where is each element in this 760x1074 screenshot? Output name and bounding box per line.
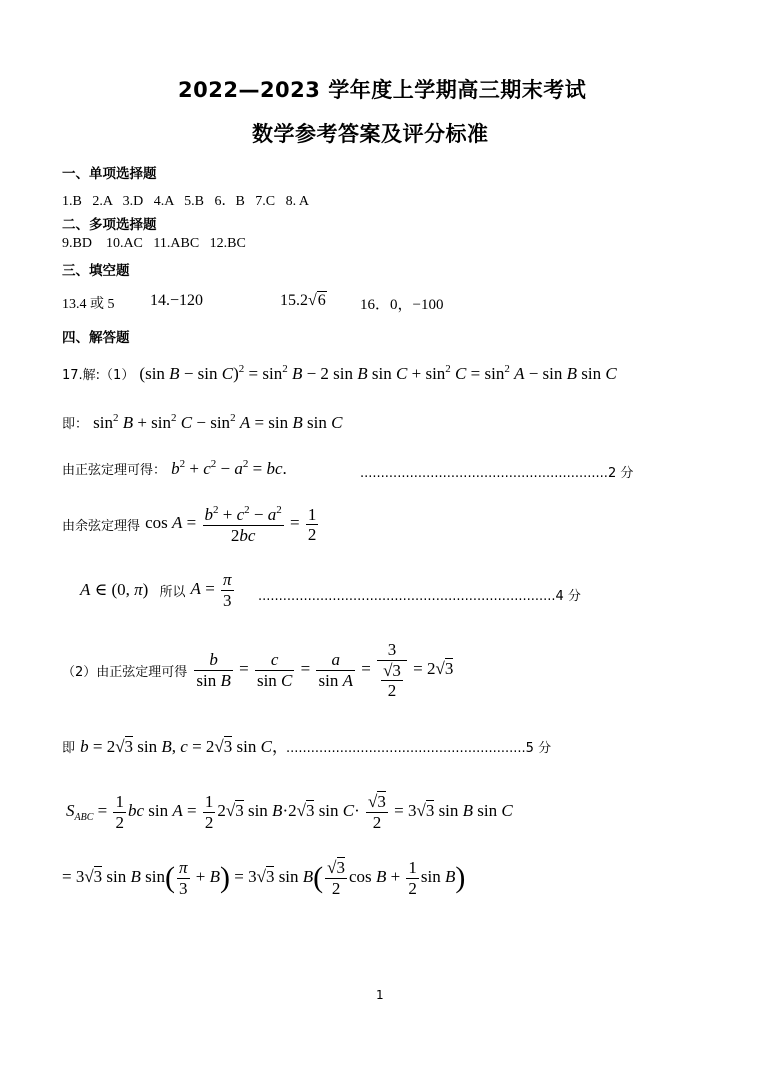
sqrt-symbol: √6 [308,292,326,309]
part2-label: （2）由正弦定理可得 [62,664,188,680]
q17-line7 [62,732,289,757]
q17-equation8: $S_{ABC}$ = $\frac{1}{2}$ bc sin A = $\frac{1}{2}$ 2√3 sin B·2√3 sin C· $\frac{√3}{2}$ = 3√3 sin B sin C [66,792,513,832]
angle-range: A ∈ (0, π) [80,580,149,600]
line3-label: 由正弦定理可得： [62,463,167,478]
score-2: ............................................................2 分 [360,466,634,481]
q17-line5 [80,570,236,610]
q17-line1 [62,363,617,384]
q17-equation7: b = 2√3 sin B, c = 2√3 sin C， [80,737,289,756]
line4-label: 由余弦定理得 [62,519,141,535]
exam-title: 2022—2023 学年度上学期高三期末考试 [178,78,587,102]
fill-answer-15-text: 15.2 [280,292,308,309]
q17-line6 [62,640,453,701]
section-heading-fill-in: 三、填空题 [62,263,130,279]
fill-answer-16: 16．0，−100 [360,297,444,313]
q17-line3 [62,458,287,479]
q17-line9 [62,858,465,898]
section-heading-multi-choice: 二、多项选择题 [62,217,157,233]
q17-line8 [66,792,513,832]
q17-equation2: $\sin^2 B + \sin^2 C - \sin^2 A = \sin B$ sin C [93,412,343,432]
score-4: ........................................................................4 分 [258,589,581,604]
q17-line4 [62,504,320,545]
line5-label: 所以 [159,584,186,600]
root3-over-2-c: $\frac{√3}{2}$ [327,858,346,898]
fill-answer-15 [280,292,327,310]
fill-answer-13: 13.4 或 5 [62,297,115,312]
q17-equation9: = 3√3 sin B sin( $\frac{\pi}{3}$ + B) = 3√3 sin B( $\frac{√3}{2}$ cos B + $\frac{1}{2}$ sin B) [62,858,466,898]
angle-result: A = $\frac{\pi}{3}$ [190,570,232,610]
a-over-sinA: $\frac{a}{\text{sin A}}$ [318,650,353,690]
b-over-sinB: $\frac{b}{\text{sin B}}$ [196,650,231,690]
q17-label: 17.解:（1） [62,368,135,383]
c-over-sinC: $\frac{c}{\text{sin C}}$ [256,650,293,690]
root3-over-2: $\frac{√3}{2}$ [383,660,401,701]
fill-answer-14-text: 14.−120 [150,292,204,309]
multi-choice-answers: 9.BD 10.AC 11.ABC 12.BC [62,236,246,251]
single-choice-answers: 1.B 2.A 3.D 4.A 5.B 6．B 7.C 8. A [62,194,309,209]
line7-label: 即 [62,741,76,756]
fill-answer-14 [150,292,203,310]
root3-over-2-b: $\frac{√3}{2}$ [368,792,386,832]
score-5: ..........................................................5 分 [286,741,552,756]
cos-fraction: $\frac{b^2 + c^2 - a^2}{2bc}$ [204,504,282,545]
answer-key-title: 数学参考答案及评分标准 [252,122,489,146]
pi-over-3-b: $\frac{\pi}{3}$ [179,858,188,898]
q17-equation1: (sin $B - \sin C)^2 = \sin^2 B - 2$ sin B $\sin C + \sin^2 C = \sin^2 A - \sin B$ sin C [139,363,617,383]
page-number: 1 [376,988,384,1002]
q17-line2 [62,412,342,433]
half-fraction-3: $\frac{1}{2}$ [204,792,214,832]
three-over-root3-half: $\frac{3}{\frac{√3}{2}}$ [377,640,407,701]
section-heading-solutions: 四、解答题 [62,330,130,346]
q17-equation4: cos A = $\frac{b^2 + c^2 - a^2}{2bc}$ = $\frac{1}{2}$ [145,504,317,545]
q17-equation3: $b^2 + c^2 - a^2$ = bc. [171,458,287,478]
fill-answer-15-radicand: 6 [317,292,326,309]
half-fraction-4: $\frac{1}{2}$ [408,858,417,898]
line2-label: 即： [62,417,89,432]
pi-over-3: $\frac{\pi}{3}$ [223,570,232,610]
half-fraction-2: $\frac{1}{2}$ [115,792,124,832]
q17-equation6: $\frac{b}{\text{sin B}}$ = $\frac{c}{\text{sin C}}$ = $\frac{a}{\text{sin A}}$ = $\frac{3}{\frac{√3}{2}}$ = 2√3 [196,640,454,701]
half-fraction: $\frac{1}{2}$ [307,504,317,545]
section-heading-single-choice: 一、单项选择题 [62,166,157,182]
